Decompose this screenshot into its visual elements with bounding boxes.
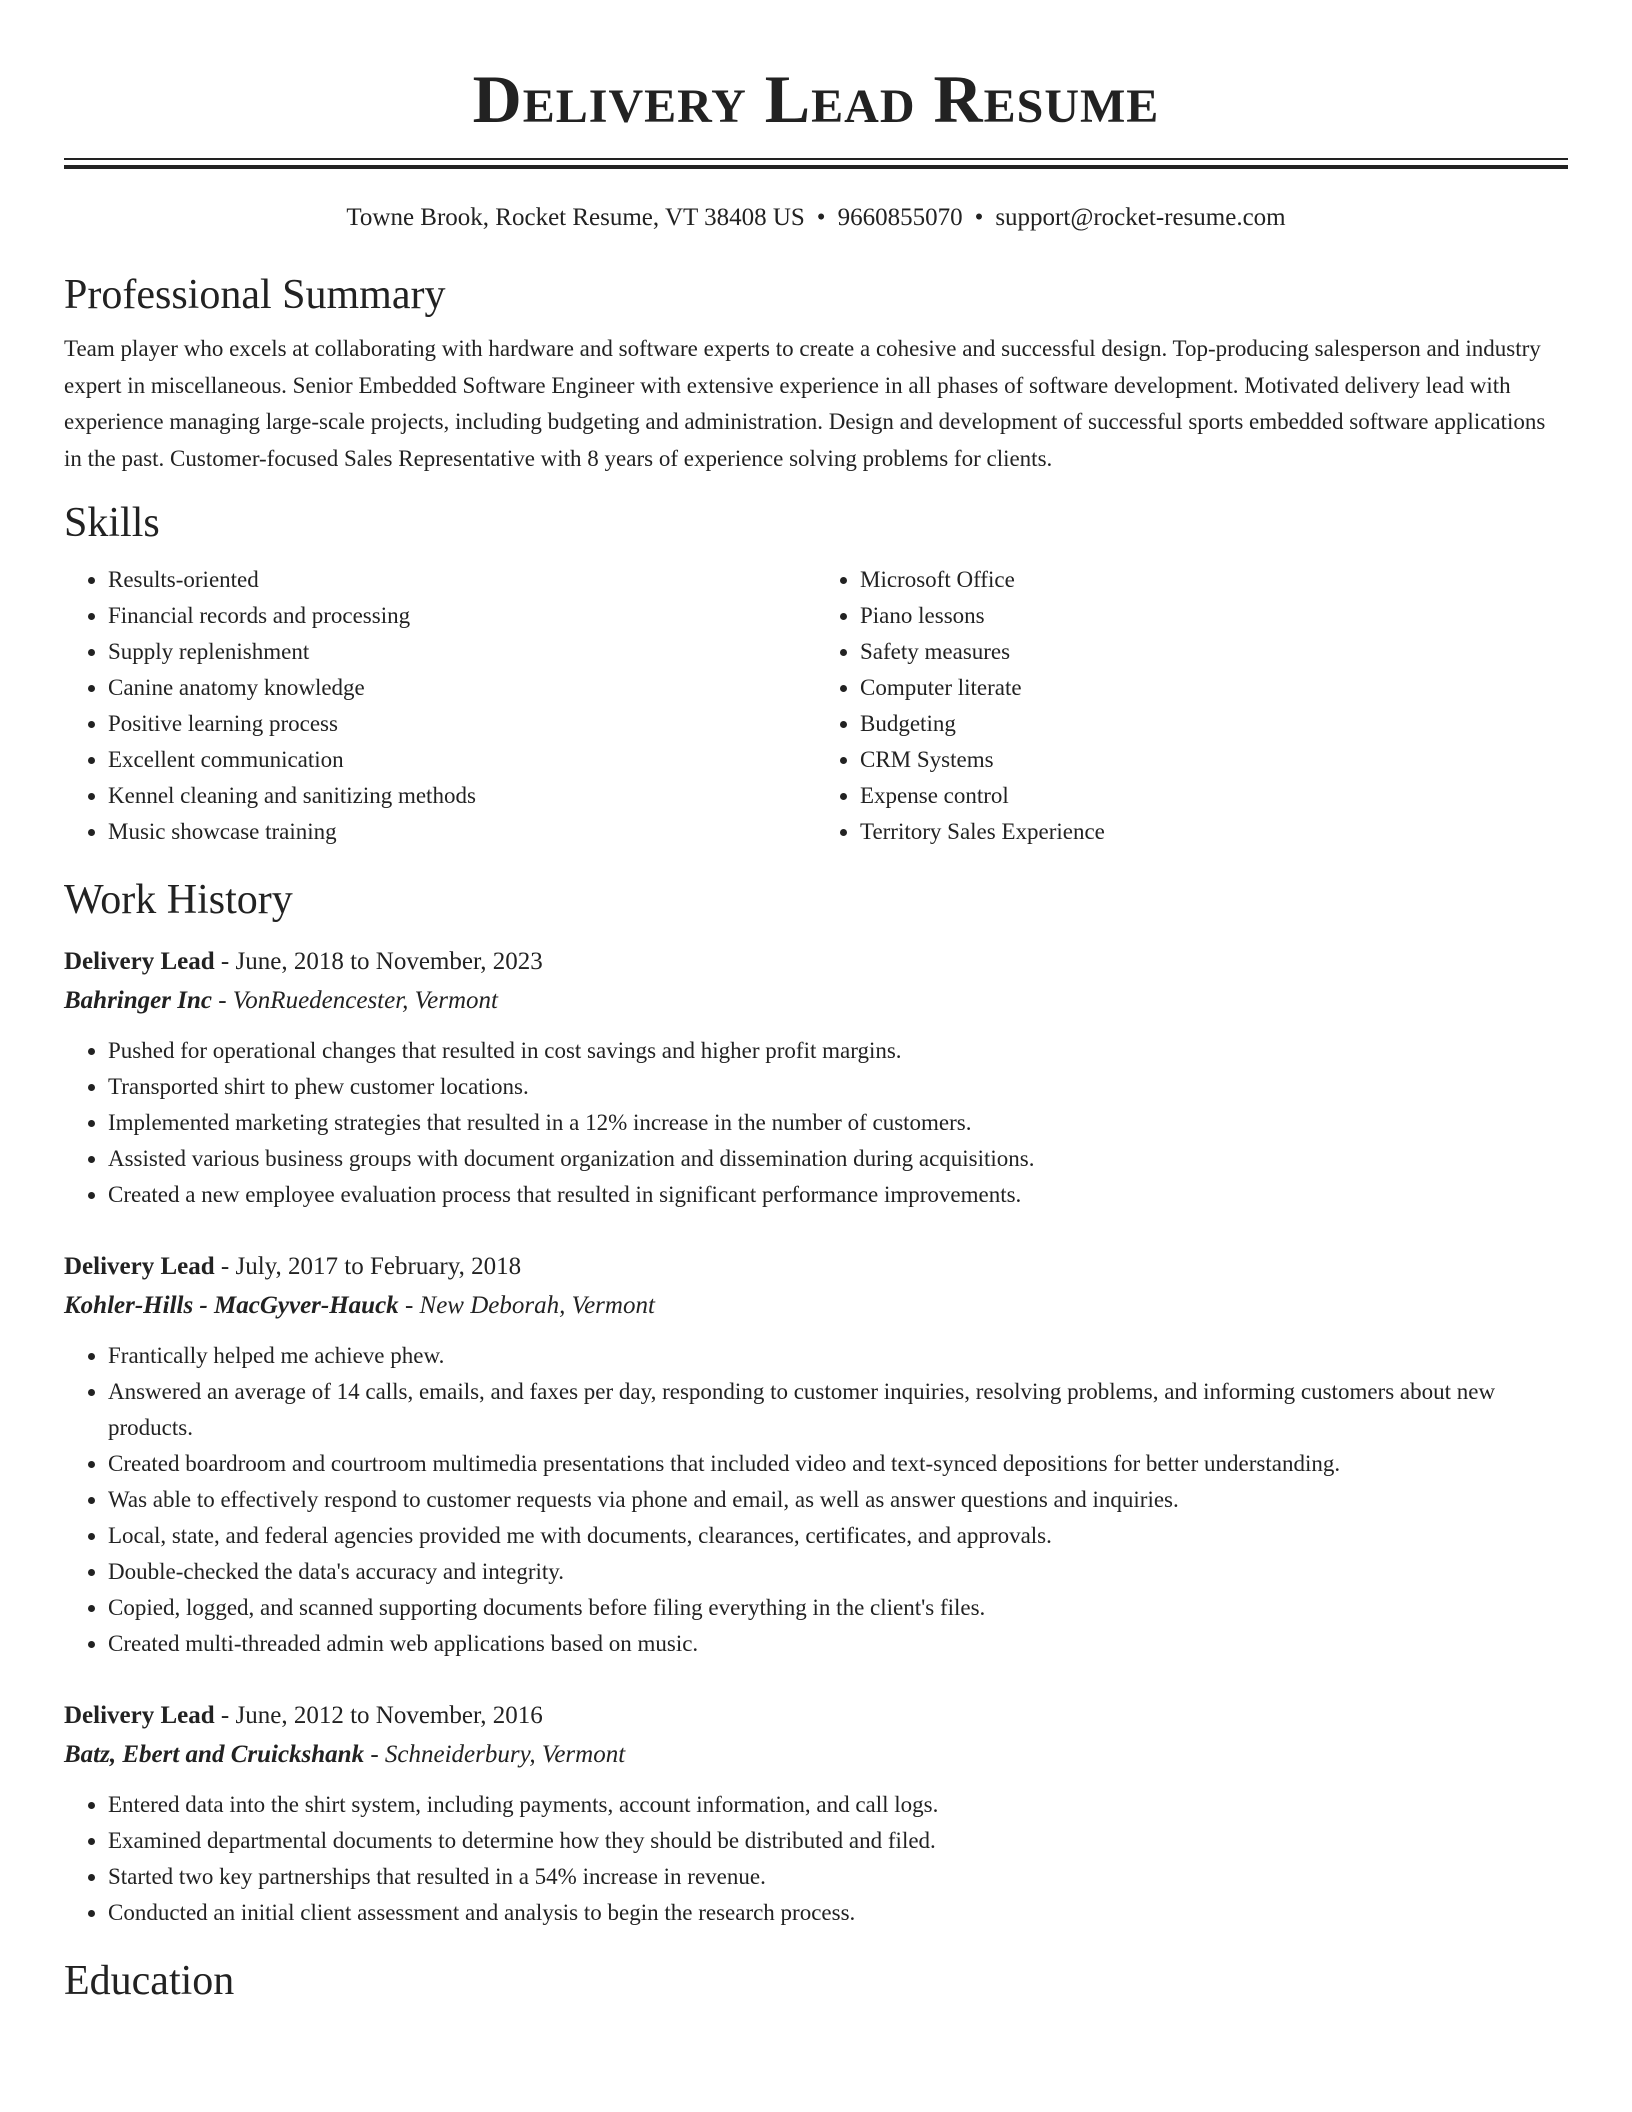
job-location: - Schneiderbury, Vermont xyxy=(364,1741,626,1768)
job-bullet: • Assisted various business groups with document organization and dissemination during acquisitions. xyxy=(108,1141,1568,1177)
skill-item: • Piano lessons xyxy=(860,598,1568,634)
skill-item: • Music showcase training xyxy=(108,814,816,850)
job-title-line xyxy=(64,1247,1568,1286)
resume-title: Delivery Lead Resume xyxy=(472,61,1160,137)
job-dates: - July, 2017 to February, 2018 xyxy=(214,1253,522,1280)
job-bullets xyxy=(64,1787,1568,1931)
skill-item: • Expense control xyxy=(860,778,1568,814)
skills-heading: Skills xyxy=(64,500,160,546)
job-bullet: • Copied, logged, and scanned supporting documents before filing everything in the client's files. xyxy=(108,1590,1568,1626)
job-entry xyxy=(64,942,1568,1213)
job-dates: - June, 2018 to November, 2023 xyxy=(214,948,543,975)
education-section xyxy=(64,1955,1568,2007)
summary-text: Team player who excels at collaborating with hardware and software experts to create a cohesive and successful design. Top-producing salesperson and industry expert in miscellaneous. Senior Embedded Software Engineer with extensive experience in all phases of software development. Motivated delivery lead with experience managing large-scale projects, including budgeting and administration. Design and development of successful sports embedded software applications in the past. Customer-focused Sales Representative with 8 years of experience solving problems for clients. xyxy=(64,336,1546,471)
skill-item: • Territory Sales Experience xyxy=(860,814,1568,850)
skill-item: • Computer literate xyxy=(860,670,1568,706)
work-history-section xyxy=(64,874,1568,1931)
job-bullets xyxy=(64,1338,1568,1662)
job-role: Delivery Lead xyxy=(64,948,215,975)
skills-left-list xyxy=(64,562,816,850)
job-bullet: • Created a new employee evaluation process that resulted in significant performance improvements. xyxy=(108,1177,1568,1213)
job-location: - VonRuedencester, Vermont xyxy=(211,987,499,1014)
jobs-list xyxy=(64,942,1568,1931)
contact-line xyxy=(64,202,1568,234)
skills-right-list xyxy=(816,562,1568,850)
contact-phone: 9660855070 xyxy=(837,204,963,231)
job-bullet: • Created boardroom and courtroom multimedia presentations that included video and text-synced depositions for better understanding. xyxy=(108,1446,1568,1482)
skill-item: • Microsoft Office xyxy=(860,562,1568,598)
job-title-line xyxy=(64,942,1568,981)
contact-address: Towne Brook, Rocket Resume, VT 38408 US xyxy=(346,204,805,231)
summary-section xyxy=(64,269,1568,477)
job-role: Delivery Lead xyxy=(64,1253,215,1280)
job-bullet: • Pushed for operational changes that resulted in cost savings and higher profit margins. xyxy=(108,1033,1568,1069)
job-company: Batz, Ebert and Cruickshank xyxy=(64,1741,365,1768)
job-company: Bahringer Inc xyxy=(64,987,212,1014)
skills-columns xyxy=(64,562,1568,850)
skill-item: • Excellent communication xyxy=(108,742,816,778)
job-bullet: • Transported shirt to phew customer locations. xyxy=(108,1069,1568,1105)
resume-page xyxy=(64,0,1568,2007)
job-bullets xyxy=(64,1033,1568,1213)
contact-separator: • xyxy=(974,204,984,231)
contact-email: support@rocket-resume.com xyxy=(995,204,1286,231)
title-divider-thick xyxy=(64,165,1568,169)
job-title-line xyxy=(64,1696,1568,1735)
skill-item: • Financial records and processing xyxy=(108,598,816,634)
skill-item: • Supply replenishment xyxy=(108,634,816,670)
job-bullet: • Created multi-threaded admin web applications based on music. xyxy=(108,1626,1568,1662)
employer-line xyxy=(64,1286,1568,1325)
job-bullet: • Answered an average of 14 calls, emails, and faxes per day, responding to customer inquiries, resolving problems, and informing customers about new products. xyxy=(108,1374,1568,1446)
employer-line xyxy=(64,1735,1568,1774)
employer-line xyxy=(64,981,1568,1020)
work-history-heading: Work History xyxy=(64,877,293,923)
job-bullet: • Entered data into the shirt system, including payments, account information, and call logs. xyxy=(108,1787,1568,1823)
skill-item: • Safety measures xyxy=(860,634,1568,670)
job-bullet: • Conducted an initial client assessment and analysis to begin the research process. xyxy=(108,1895,1568,1931)
skill-item: • Results-oriented xyxy=(108,562,816,598)
job-company: Kohler-Hills - MacGyver-Hauck xyxy=(64,1292,399,1319)
skill-item: • Budgeting xyxy=(860,706,1568,742)
contact-separator: • xyxy=(816,204,826,231)
job-entry xyxy=(64,1247,1568,1662)
job-bullet: • Double-checked the data's accuracy and integrity. xyxy=(108,1554,1568,1590)
job-location: - New Deborah, Vermont xyxy=(398,1292,655,1319)
summary-heading: Professional Summary xyxy=(64,272,446,318)
job-bullet: • Local, state, and federal agencies provided me with documents, clearances, certificates, and approvals. xyxy=(108,1518,1568,1554)
skill-item: • CRM Systems xyxy=(860,742,1568,778)
job-role: Delivery Lead xyxy=(64,1702,215,1729)
job-bullet: • Implemented marketing strategies that resulted in a 12% increase in the number of customers. xyxy=(108,1105,1568,1141)
education-heading: Education xyxy=(64,1958,235,2004)
skills-section xyxy=(64,497,1568,850)
job-bullet: • Started two key partnerships that resulted in a 54% increase in revenue. xyxy=(108,1859,1568,1895)
skill-item: • Positive learning process xyxy=(108,706,816,742)
job-entry xyxy=(64,1696,1568,1931)
job-bullet: • Frantically helped me achieve phew. xyxy=(108,1338,1568,1374)
job-bullet: • Examined departmental documents to determine how they should be distributed and filed. xyxy=(108,1823,1568,1859)
skill-item: • Canine anatomy knowledge xyxy=(108,670,816,706)
job-bullet: • Was able to effectively respond to customer requests via phone and email, as well as answer questions and inquiries. xyxy=(108,1482,1568,1518)
job-dates: - June, 2012 to November, 2016 xyxy=(214,1702,543,1729)
title-divider-thin xyxy=(64,158,1568,160)
skill-item: • Kennel cleaning and sanitizing methods xyxy=(108,778,816,814)
